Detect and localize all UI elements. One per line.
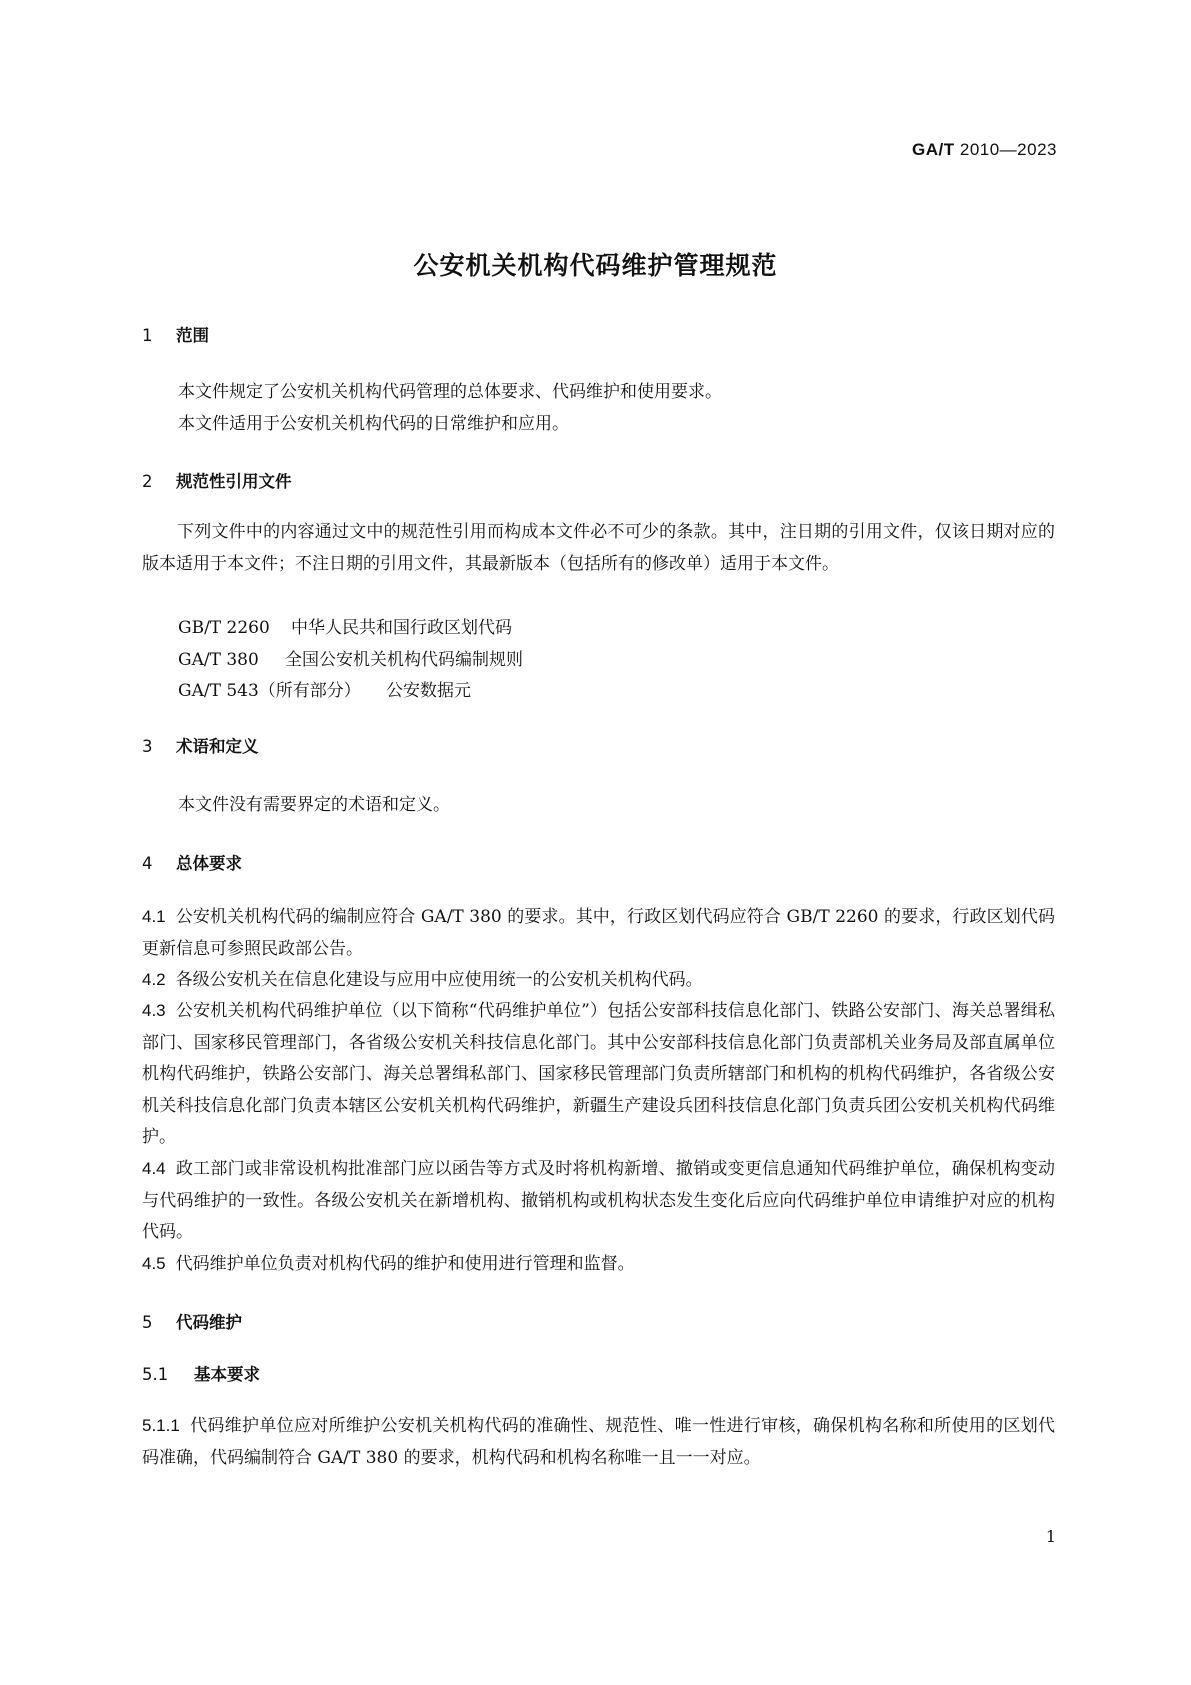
subsection-title: 基本要求	[194, 1365, 260, 1384]
section-2-heading	[142, 468, 292, 492]
clause-number: 4.5	[142, 1254, 166, 1273]
clause-5-1-1	[142, 1410, 1055, 1474]
clause-4-4	[142, 1153, 1055, 1249]
section-title: 范围	[176, 326, 209, 345]
section-title: 代码维护	[176, 1313, 242, 1332]
reference-code: GB/T 2260	[178, 618, 270, 638]
section-3-heading	[142, 733, 259, 757]
document-title: 公安机关机构代码维护管理规范	[413, 251, 778, 280]
clause-text: 各级公安机关在信息化建设与应用中应使用统一的公安机关机构代码。	[175, 970, 703, 990]
clause-text: 公安机关机构代码的编制应符合 GA/T 380 的要求。其中，行政区划代码应符合 GB/T 2260 的要求，行政区划代码更新信息可参照民政部公告。	[142, 907, 1055, 959]
clause-4-2	[142, 964, 1055, 997]
clause-text: 政工部门或非常设机构批准部门应以函告等方式及时将机构新增、撤销或变更信息通知代码维护单位，确保机构变动与代码维护的一致性。各级公安机关在新增机构、撤销机构或机构状态发生变化后应向代码维护单位申请维护对应的机构代码。	[142, 1159, 1055, 1242]
section-title: 规范性引用文件	[176, 472, 292, 491]
section-number: 3	[142, 737, 153, 756]
section-4-heading	[142, 850, 242, 874]
clause-text: 代码维护单位应对所维护公安机关机构代码的准确性、规范性、唯一性进行审核，确保机构名称和所使用的区划代码准确，代码编制符合 GA/T 380 的要求，机构代码和机构名称唯一且一一对应。	[142, 1416, 1055, 1468]
clause-number: 4.2	[142, 970, 166, 989]
paragraph: 本文件适用于公安机关机构代码的日常维护和应用。	[178, 414, 569, 434]
standard-number	[912, 140, 1057, 160]
section-number: 2	[142, 472, 153, 491]
clause-number: 4.1	[142, 907, 166, 926]
paragraph: 本文件规定了公安机关机构代码管理的总体要求、代码维护和使用要求。	[178, 382, 722, 402]
reference-code: GA/T 380	[178, 650, 259, 670]
section-5-heading	[142, 1309, 242, 1333]
clause-4-3	[142, 995, 1055, 1154]
section-number: 1	[142, 326, 153, 345]
section-number: 5	[142, 1313, 153, 1332]
clause-4-5	[142, 1248, 1055, 1281]
subsection-number: 5.1	[142, 1365, 169, 1384]
standard-code: 2010—2023	[959, 140, 1057, 159]
clause-number: 4.4	[142, 1159, 166, 1178]
clause-text: 公安机关机构代码维护单位（以下简称“代码维护单位”）包括公安部科技信息化部门、铁路公安部门、海关总署缉私部门、国家移民管理部门，各省级公安机关科技信息化部门。其中公安部科技信息化部门负责部机关业务局及部直属单位机构代码维护，铁路公安部门、海关总署缉私部门、国家移民管理部门负责所辖部门和机构的机构代码维护，各省级公安机关科技信息化部门负责本辖区公安机关机构代码维护，新疆生产建设兵团科技信息化部门负责兵团公安机关机构代码维护。	[142, 1001, 1055, 1147]
reference-item	[178, 645, 523, 670]
section-1-heading	[142, 322, 209, 346]
reference-name: 公安数据元	[386, 681, 471, 701]
clause-text: 代码维护单位负责对机构代码的维护和使用进行管理和监督。	[175, 1254, 635, 1274]
reference-name: 全国公安机关机构代码编制规则	[285, 650, 523, 670]
reference-item	[178, 613, 512, 638]
reference-name: 中华人民共和国行政区划代码	[291, 618, 512, 638]
clause-number: 4.3	[142, 1001, 166, 1020]
section-title: 总体要求	[176, 854, 242, 873]
section-number: 4	[142, 854, 153, 873]
paragraph: 本文件没有需要界定的术语和定义。	[178, 795, 450, 815]
section-title: 术语和定义	[176, 737, 259, 756]
clause-number: 5.1.1	[142, 1416, 180, 1435]
subsection-5-1-heading	[142, 1361, 260, 1385]
page-number: 1	[1045, 1527, 1056, 1546]
paragraph: 下列文件中的内容通过文中的规范性引用而构成本文件必不可少的条款。其中，注日期的引用文件，仅该日期对应的版本适用于本文件；不注日期的引用文件，其最新版本（包括所有的修改单）适用于本文件。	[142, 522, 1055, 574]
reference-item	[178, 676, 471, 701]
reference-code: GA/T 543（所有部分）	[178, 681, 361, 701]
clause-4-1	[142, 901, 1055, 965]
standard-prefix: GA/T	[912, 140, 955, 159]
